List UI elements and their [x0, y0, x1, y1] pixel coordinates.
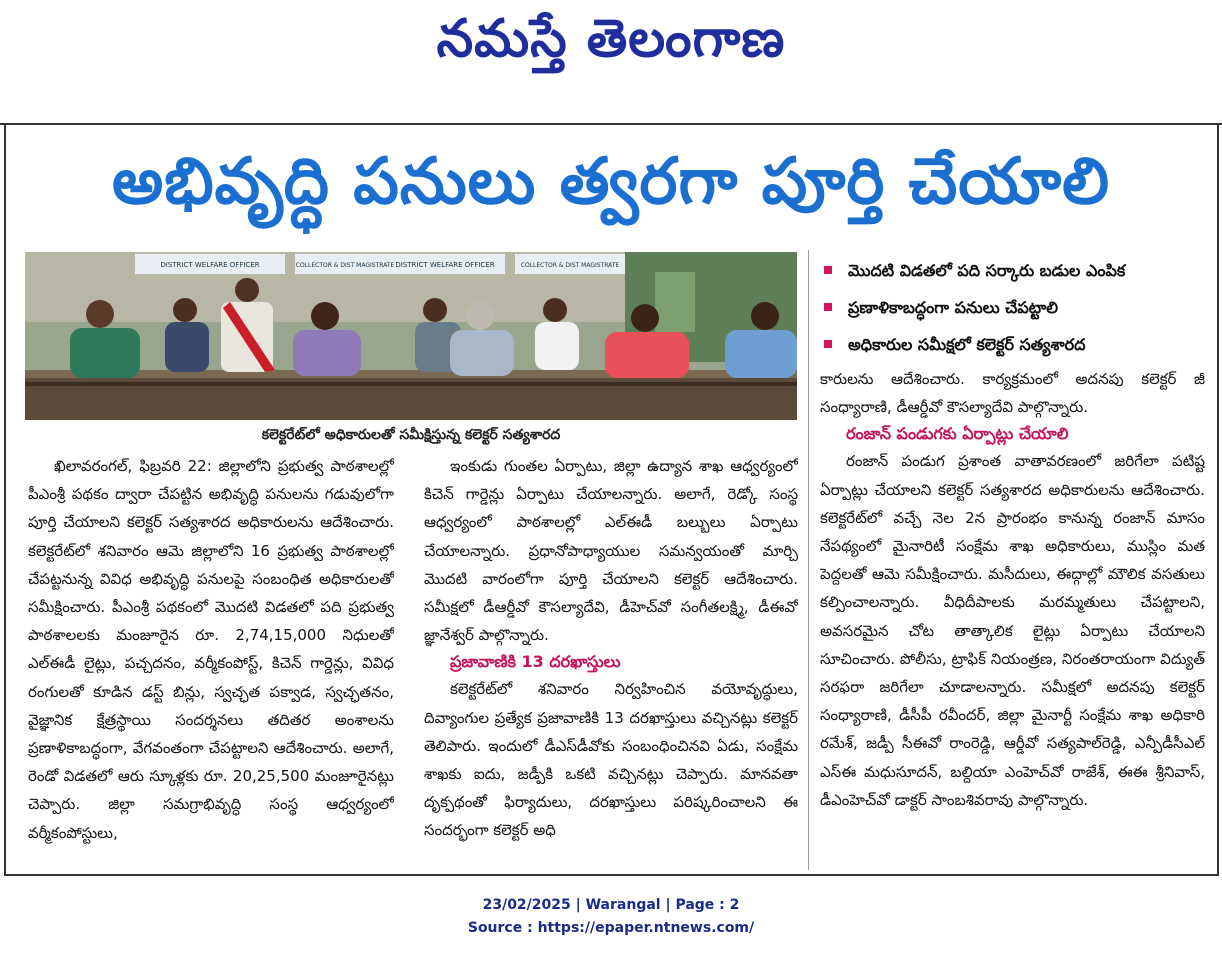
- headline: అభివృద్ధి పనులు త్వరగా పూర్తి చేయాలి: [112, 145, 1110, 219]
- bullet-square-icon: [824, 303, 832, 311]
- article-paragraph: ఖిలావరంగల్, ఫిబ్రవరి 22: జిల్లాలోని ప్రభుత్వ పాఠశాలల్లో పీఎంశ్రీ పథకం ద్వారా చేపట్టిన అభివృద్ధి పనులను గడువులోగా పూర్తి చేయాలని కలెక్టర్ సత్యశారద అధికారులను ఆదేశించారు. కలెక్టరేట్‌లో శనివారం ఆమె జిల్లాలోని 16 ప్రభుత్వ పాఠశాలల్లో చేపట్టనున్న వివిధ అభివృద్ధి పనులపై సంబంధిత అధికారులతో సమీక్షించారు. పీఎంశ్రీ పథకంలో మొదటి విడతలో పది ప్రభుత్వ పాఠశాలలకు మంజూరైన రూ. 2,74,15,000 నిధులతో ఎల్‌ఈడీ లైట్లు, పచ్చదనం, వర్మీకంపోస్ట్, కిచెన్ గార్డెన్లు, వివిధ రంగులతో కూడిన డస్ట్ బిన్లు, స్వచ్ఛత పక్వాడ, స్వచ్ఛతనం, వైజ్ఞానిక క్షేత్రస్థాయి సందర్శనలు తదితర అంశాలను ప్రణాళికాబద్ధంగా, వేగవంతంగా చేపట్టాలని ఆదేశించారు. అలాగే, రెండో విడతలో ఆరు స్కూళ్లకు రూ. 20,25,500 మంజూరైనట్లు చెప్పారు. జిల్లా సమగ్రాభివృద్ధి సంస్థ ఆధ్వర్యంలో వర్మీకంపోస్టులు,: [28, 457, 394, 842]
- highlights-list: [820, 256, 1200, 367]
- footer-date-edition: 23/02/2025 | Warangal | Page : 2: [482, 897, 740, 913]
- bottom-divider: [4, 874, 1219, 876]
- highlight-item: [820, 330, 1200, 367]
- left-border: [4, 123, 6, 875]
- meeting-photo-illustration: [25, 252, 797, 420]
- top-divider: [0, 123, 1222, 125]
- article-paragraph: కారులను ఆదేశించారు. కార్యక్రమంలో అదనపు కలెక్టర్ జీ సంధ్యారాణి, డీఆర్డీవో కౌసల్యాదేవి పాల్గొన్నారు.: [820, 370, 1205, 417]
- sign-3: DISTRICT WELFARE OFFICER: [395, 261, 495, 269]
- sub-heading-grievances: ప్రజావాణికి 13 దరఖాస్తులు: [450, 652, 621, 672]
- newspaper-title: నమస్తే తెలంగాణ: [436, 9, 786, 69]
- footer-source: Source : https://epaper.ntnews.com/: [467, 920, 755, 936]
- article-column-2: [424, 452, 798, 872]
- highlight-item: [820, 293, 1200, 330]
- article-paragraph: కలెక్టరేట్‌లో శనివారం నిర్వహించిన వయోవృద్ధులు, దివ్యాంగుల ప్రత్యేక ప్రజావాణికి 13 దరఖాస్తులు వచ్చినట్లు కలెక్టర్ తెలిపారు. ఇందులో డీఎస్‌డీవోకు సంబంధించినవి ఏడు, సంక్షేమ శాఖకు ఐదు, జడ్పీకి ఒకటి వచ్చినట్లు చెప్పారు. మానవతా దృక్పథంతో ఫిర్యాదులు, దరఖాస్తులు పరిష్కరించాలని ఈ సందర్భంగా కలెక్టర్ అధి: [424, 680, 798, 840]
- sub-heading-ramzan: రంజాన్ పండుగకు ఏర్పాట్లు చేయాలి: [846, 424, 1069, 444]
- article-paragraph: ఇంకుడు గుంతల ఏర్పాటు, జిల్లా ఉద్యాన శాఖ ఆధ్వర్యంలో కిచెన్ గార్డెన్లు ఏర్పాటు చేయాలన్నారు. అలాగే, రెడ్కో సంస్థ ఆధ్వర్యంలో పాఠశాలల్లో ఎల్‌ఈడీ బల్బులు ఏర్పాటు చేయాలన్నారు. ప్రధానోపాధ్యాయుల సమన్వయంతో మార్చి మొదటి వారంలోగా పూర్తి చేయాలని కలెక్టర్ ఆదేశించారు. సమీక్షలో డీఆర్డీవో కౌసల్యాదేవి, డీహెచ్‌వో సంగీతలక్ష్మి, డీఈవో జ్ఞానేశ్వర్ పాల్గొన్నారు.: [424, 457, 798, 645]
- article-column-3: [820, 365, 1205, 871]
- column-divider: [808, 250, 809, 870]
- highlight-text: అధికారుల సమీక్షలో కలెక్టర్ సత్యశారద: [848, 335, 1086, 354]
- right-border: [1217, 123, 1219, 875]
- bullet-square-icon: [824, 266, 832, 274]
- article-column-1: [28, 452, 394, 872]
- bullet-square-icon: [824, 340, 832, 348]
- meeting-photo: [25, 252, 797, 420]
- highlight-text: మొదటి విడతలో పది సర్కారు బడుల ఎంపిక: [848, 261, 1126, 280]
- highlight-text: ప్రణాళికాబద్ధంగా పనులు చేపట్టాలి: [848, 298, 1058, 317]
- article-paragraph: రంజాన్ పండుగ ప్రశాంత వాతావరణంలో జరిగేలా పటిష్ట ఏర్పాట్లు చేయాలని కలెక్టర్ సత్యశారద అధికారులను ఆదేశించారు. కలెక్టరేట్‌లో వచ్చే నెల 2న ప్రారంభం కానున్న రంజాన్ మాసం నేపథ్యంలో మైనారిటీ సంక్షేమ శాఖ అధికారులు, ముస్లిం మత పెద్దలతో ఆమె సమీక్షించారు. మసీదులు, ఈద్గాల్లో మౌలిక వసతులు కల్పించాలన్నారు. వీధిదీపాలకు మరమ్మతులు చేపట్టాలని, అవసరమైన చోట తాత్కాలిక లైట్లు ఏర్పాటు చేయాలని సూచించారు. పోలీసు, ట్రాఫిక్ నియంత్రణ, నిరంతరాయంగా విద్యుత్ సరఫరా జరిగేలా చూడాలన్నారు. సమీక్షలో అదనపు కలెక్టర్ సంధ్యారాణి, డీసీపీ రవీందర్, జిల్లా మైనార్టీ సంక్షేమ శాఖ అధికారి రమేశ్, జడ్పీ సీఈవో రాంరెడ్డి, ఆర్డీవో సత్యపాల్‌రెడ్డి, ఎన్పీడీసీఎల్ ఎస్‌ఈ మధుసూదన్, బల్దియా ఎంహెచ్‌వో రాజేశ్, ఈఈ శ్రీనివాస్, డీఎంహెచ్‌వో డాక్టర్ సాంబశివరావు పాల్గొన్నారు.: [820, 452, 1205, 809]
- sign-2: COLLECTOR & DIST MAGISTRATE: [295, 262, 395, 269]
- sign-1: DISTRICT WELFARE OFFICER: [160, 261, 260, 269]
- highlight-item: [820, 256, 1200, 293]
- sign-4: COLLECTOR & DIST MAGISTRATE: [520, 262, 620, 269]
- masthead: [0, 0, 1222, 78]
- photo-caption: కలెక్టరేట్‌లో అధికారులతో సమీక్షిస్తున్న కలెక్టర్ సత్యశారద: [261, 427, 561, 443]
